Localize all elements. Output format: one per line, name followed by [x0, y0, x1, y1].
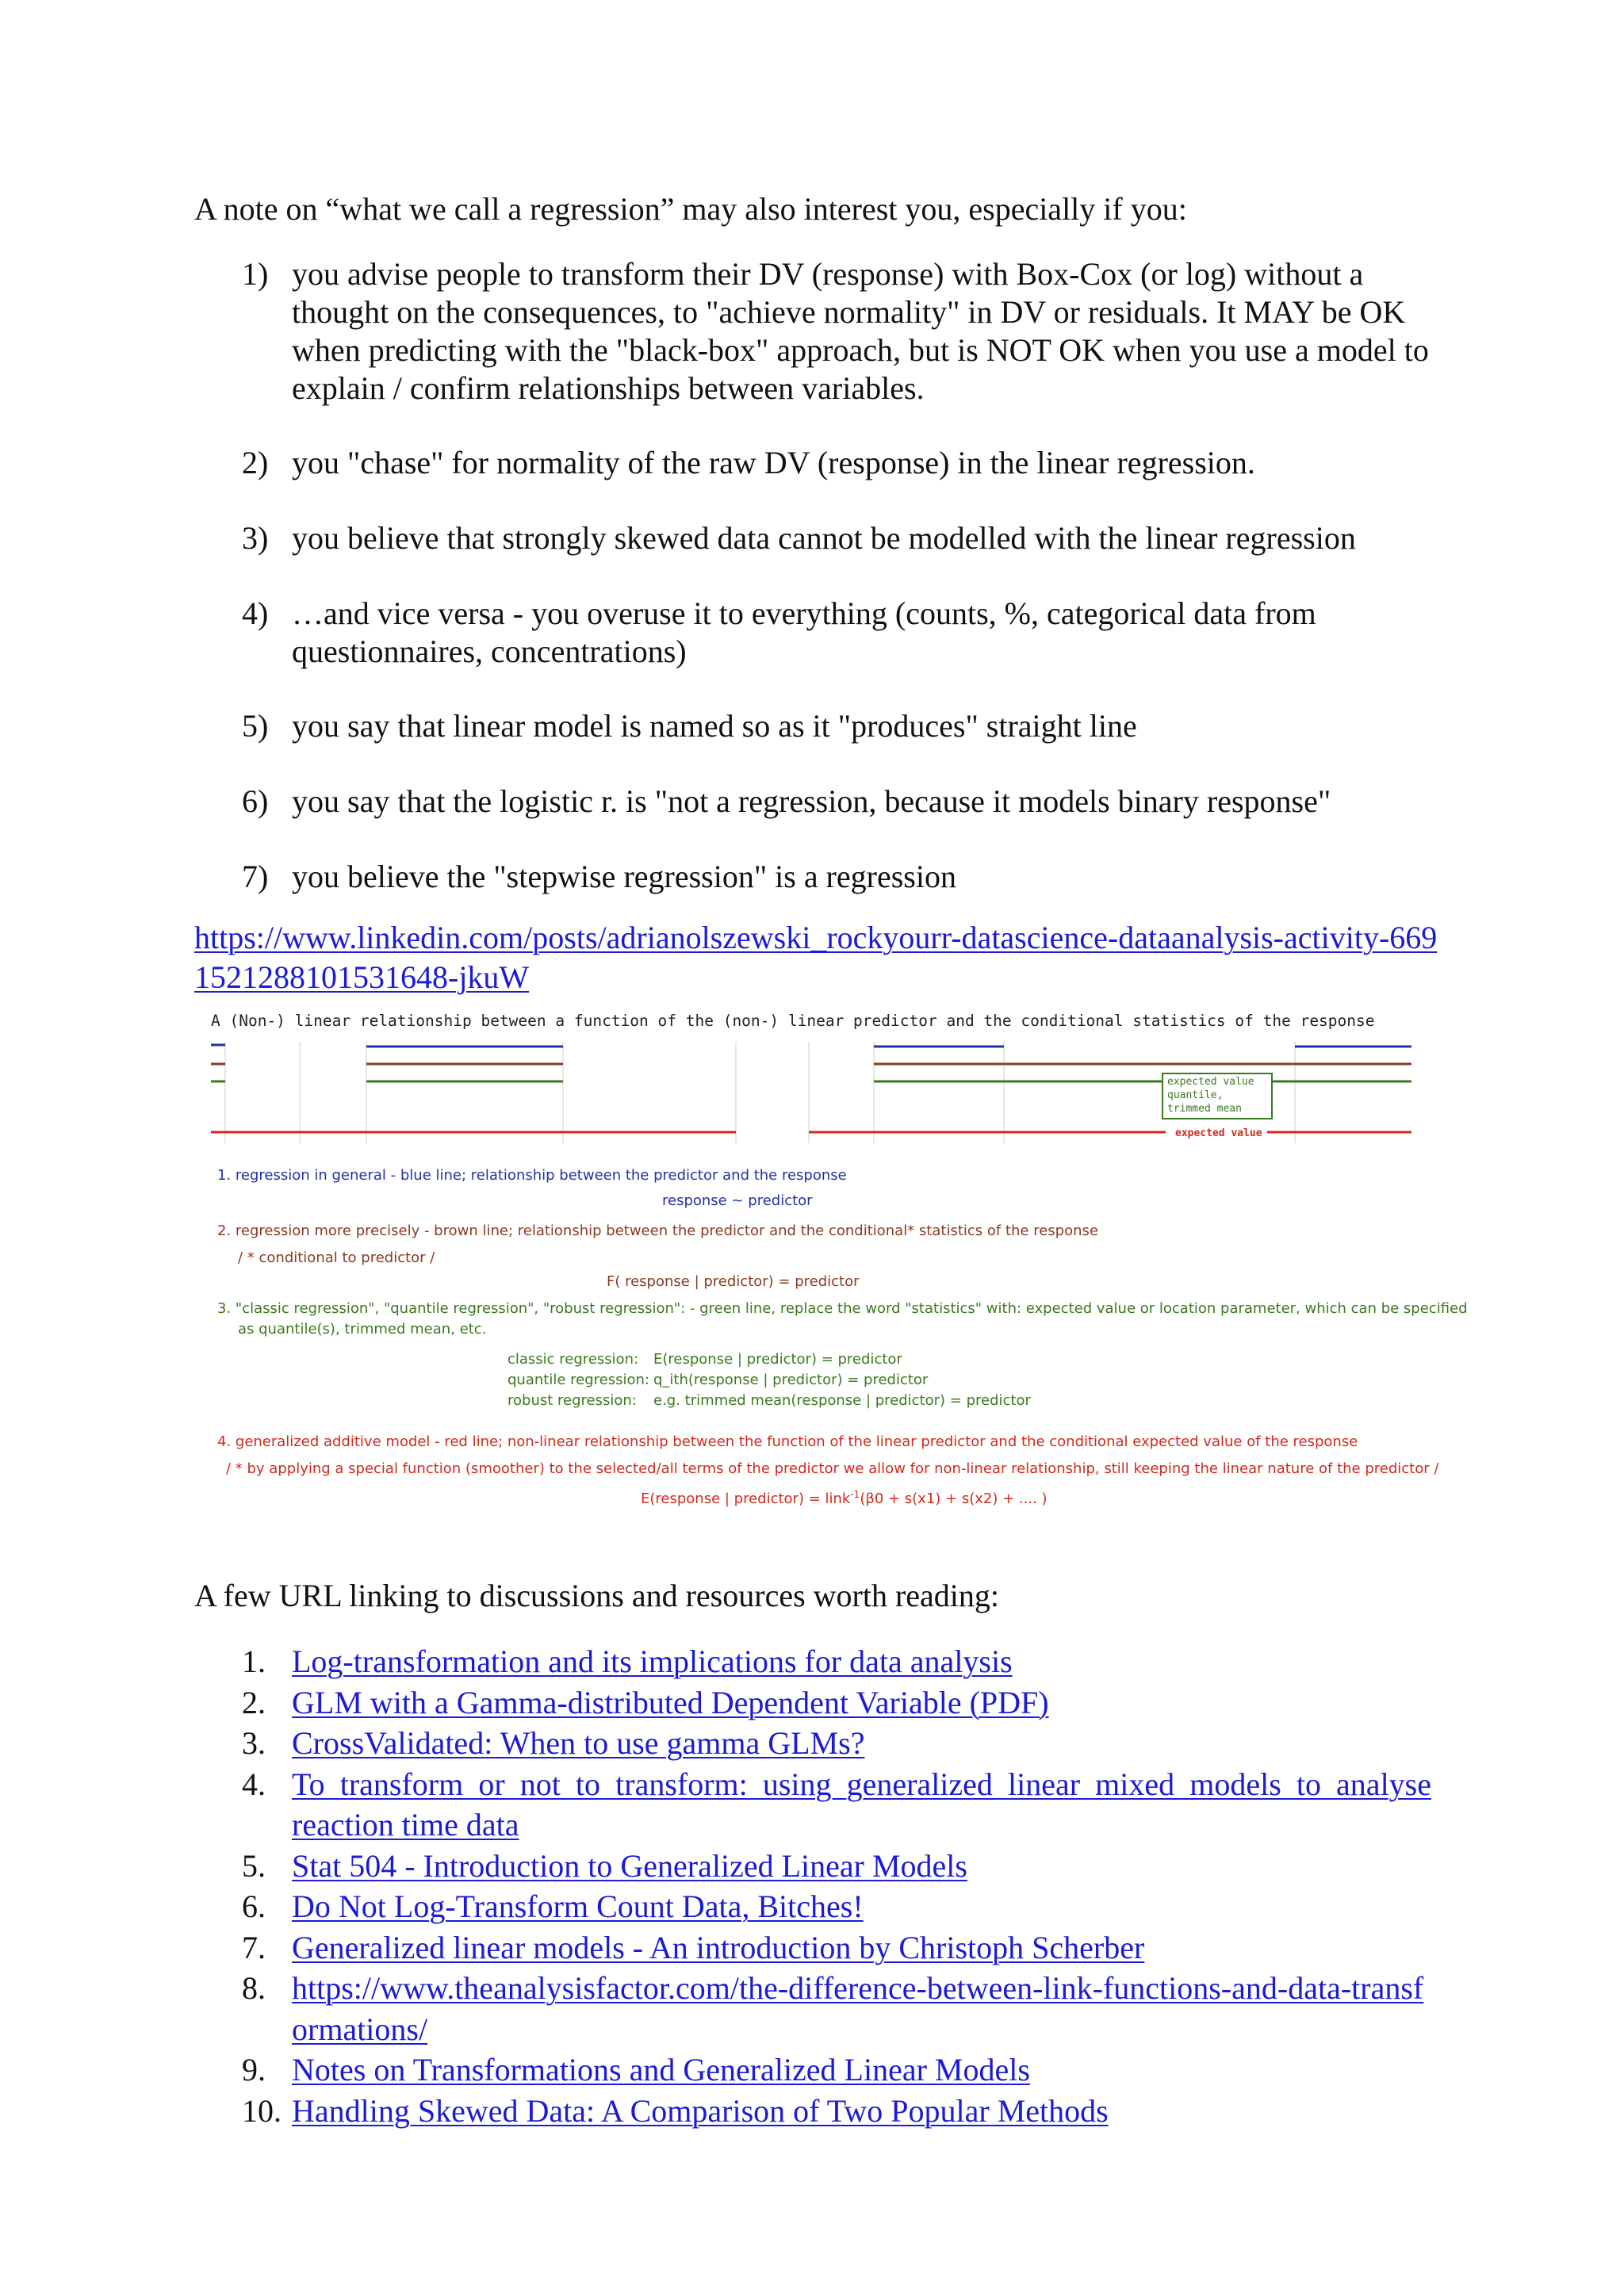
figure-title: A (Non-) linear relationship between a function of the (non-) linear predictor and the conditional statistics of the response [211, 1012, 1375, 1030]
link-number: 1. [242, 1644, 266, 1679]
list-item [194, 2091, 1431, 2132]
link-number: 2. [242, 1684, 266, 1720]
list-item-number: 6) [242, 783, 269, 819]
linkedin-post-link-wrapper [194, 918, 1439, 997]
resource-link[interactable]: CrossValidated: When to use gamma GLMs? [292, 1725, 865, 1761]
quantile-regression-formula: q_ith(response | predictor) = predictor [653, 1372, 929, 1388]
caption-2: 2. regression more precisely - brown line; relationship between the predictor and the conditional* statistics of the response [217, 1223, 1098, 1239]
resource-link[interactable]: Do Not Log-Transform Count Data, Bitches! [292, 1888, 864, 1924]
resource-link[interactable]: Notes on Transformations and Generalized Linear Models [292, 2052, 1030, 2087]
list-item-number: 3) [242, 520, 269, 556]
caption-3: 3. "classic regression", "quantile regression", "robust regression": - green line, replace the word "statistics" with: expected value or location parameter, which can be specified [217, 1300, 1468, 1317]
link-number: 3. [242, 1725, 266, 1761]
list-item [194, 1886, 1431, 1927]
caption-2-formula: F( response | predictor) = predictor [607, 1273, 860, 1290]
link-number: 8. [242, 1970, 266, 2006]
link-number: 7. [242, 1929, 266, 1965]
box-line-1: expected value [1167, 1076, 1254, 1088]
list-item-text: you believe the "stepwise regression" is a regression [292, 859, 956, 894]
formula-part-a: E(response | predictor) = link [641, 1490, 851, 1507]
list-item [194, 1641, 1431, 1682]
list-item [194, 1723, 1431, 1764]
list-item-text: you say that the logistic r. is "not a regression, because it models binary response" [292, 783, 1331, 819]
resource-link[interactable]: GLM with a Gamma-distributed Dependent Variable (PDF) [292, 1684, 1049, 1720]
resource-link[interactable]: Log-transformation and its implications for data analysis [292, 1644, 1013, 1679]
caption-2-note: / * conditional to predictor / [238, 1249, 435, 1266]
link-number: 6. [242, 1888, 266, 1924]
list-item-text: you say that linear model is named so as it "produces" straight line [292, 708, 1137, 744]
linkedin-post-link[interactable]: https://www.linkedin.com/posts/adrianolszewski_rockyourr-datascience-dataanalysis-activity-6691521288101531648-jkuW [194, 920, 1438, 995]
caption-4-formula [641, 1489, 1048, 1507]
formula-part-b: (β0 + s(x1) + s(x2) + .... ) [860, 1490, 1048, 1507]
list-item-number: 1) [242, 256, 269, 292]
list-item [194, 1764, 1431, 1846]
caption-3-continued: as quantile(s), trimmed mean, etc. [238, 1321, 487, 1337]
caption-4-note: / * by applying a special function (smoother) to the selected/all terms of the predictor we allow for non-linear relationship, still keeping the linear nature of the predictor / [226, 1460, 1439, 1477]
link-number: 10. [242, 2092, 282, 2129]
classic-regression-formula: E(response | predictor) = predictor [653, 1351, 902, 1368]
quantile-regression-label: quantile regression: [508, 1372, 649, 1388]
link-number: 4. [242, 1766, 266, 1802]
resources-list [194, 1641, 1431, 2131]
list-item [194, 1846, 1431, 1887]
box-line-3: trimmed mean [1167, 1103, 1242, 1115]
resource-link[interactable]: Generalized linear models - An introduction by Christoph Scherber [292, 1929, 1145, 1965]
resource-link[interactable]: Stat 504 - Introduction to Generalized Linear Models [292, 1847, 967, 1884]
list-item [194, 1968, 1431, 2049]
regression-figure [206, 1008, 1468, 1524]
list-item-text: you believe that strongly skewed data cannot be modelled with the linear regression [292, 520, 1356, 556]
robust-regression-label: robust regression: [508, 1392, 637, 1409]
link-number: 9. [242, 2052, 266, 2087]
robust-regression-formula: e.g. trimmed mean(response | predictor) = predictor [653, 1392, 1031, 1409]
list-item [194, 1682, 1431, 1724]
link-number: 5. [242, 1847, 266, 1884]
intro-paragraph: A note on “what we call a regression” may also interest you, especially if you: [194, 191, 1187, 227]
list-item-text: you advise people to transform their DV (response) with Box-Cox (or log) without a thought on the consequences, to "achieve normality" in DV or residuals. It MAY be OK when predicting with the "black-box" approach, but is NOT OK when you use a model to explain / confirm relationships between variables. [292, 256, 1429, 406]
classic-regression-label: classic regression: [508, 1351, 639, 1368]
resource-link[interactable]: https://www.theanalysisfactor.com/the-difference-between-link-functions-and-data-transformations/ [292, 1970, 1424, 2047]
list-item-text: …and vice versa - you overuse it to everything (counts, %, categorical data from questionnaires, concentrations) [292, 595, 1316, 669]
caption-1-formula: response ~ predictor [662, 1192, 813, 1209]
links-heading: A few URL linking to discussions and resources worth reading: [194, 1578, 1000, 1613]
blue-line [211, 1045, 1411, 1047]
box-line-2: quantile, [1167, 1089, 1224, 1101]
list-item-number: 4) [242, 595, 269, 631]
resource-link[interactable]: To transform or not to transform: using generalized linear mixed models to analyse reaction time data [292, 1766, 1431, 1843]
formula-superscript: -1 [850, 1489, 860, 1500]
caption-1: 1. regression in general - blue line; relationship between the predictor and the response [217, 1167, 847, 1184]
list-item-number: 2) [242, 445, 269, 480]
red-line-label: expected value [1175, 1127, 1262, 1139]
caption-4: 4. generalized additive model - red line; non-linear relationship between the function of the linear predictor and the conditional expected value of the response [217, 1433, 1358, 1450]
list-item-number: 5) [242, 708, 269, 744]
list-item [194, 2049, 1431, 2091]
list-item-text: you "chase" for normality of the raw DV (response) in the linear regression. [292, 445, 1255, 480]
list-item [194, 1927, 1431, 1969]
resource-link[interactable]: Handling Skewed Data: A Comparison of Two Popular Methods [292, 2092, 1109, 2129]
list-item-number: 7) [242, 859, 269, 894]
